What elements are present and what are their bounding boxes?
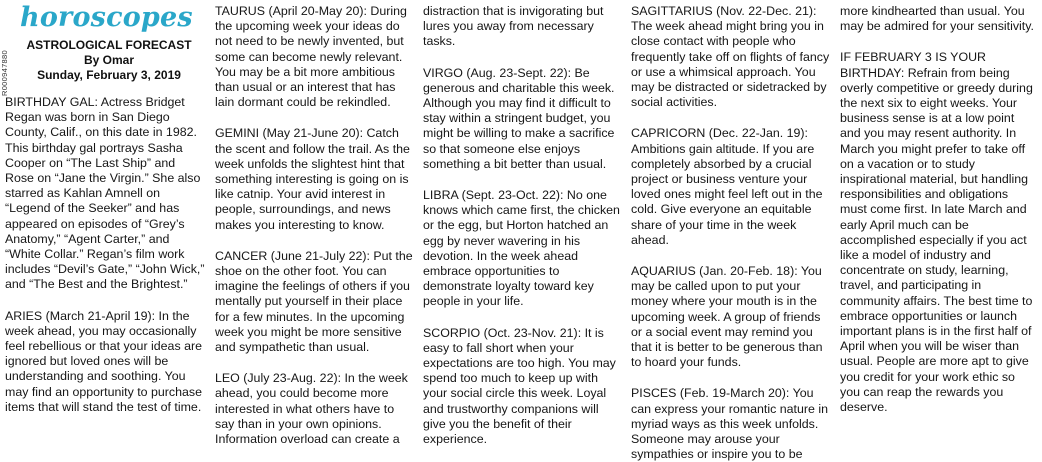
cancer-paragraph: CANCER (June 21-July 22): Put the shoe on the other foot. You can imagine the feelings of others if you mentally put yourself in their place for a few minutes. In the upcoming week you might be more sensitive and sympathetic than usual. bbox=[215, 248, 413, 355]
your-birthday-paragraph: IF FEBRUARY 3 IS YOUR BIRTHDAY: Refrain from being overly competitive or greedy during the next six to eight weeks. Your business sense is at a low point and you may resent authority. In March you might prefer to take off on a vacation or to study inspirational material, but handling responsibilities and obligations must come first. In late March and early April much can be accomplished especially if you act like a model of industry and concentrate on study, learning, travel, and participating in community affairs. The best time to embrace opportunities or launch important plans is in the first half of April when you will be wiser than usual. People are more apt to give you credit for your work ethic so you can reap the rewards you deserve. bbox=[840, 50, 1033, 415]
birthday-paragraph: BIRTHDAY GAL: Actress Bridget Regan was born in San Diego County, Calif., on this date in 1982. This birthday gal portrays Sasha Cooper on “The Last Ship” and Rose on “Jane the Virgin.” She also starred as Kahlan Amnell on “Legend of the Seeker” and has appeared on episodes of “Grey’s Anatomy,” “Agent Carter,” and “White Collar.” Regan’s film work includes “Devil’s Gate,” “John Wick,” and “The Best and the Brightest.” bbox=[5, 95, 205, 292]
issue-date: Sunday, February 3, 2019 bbox=[37, 68, 181, 82]
column-1 bbox=[5, 95, 205, 425]
aquarius-paragraph: AQUARIUS (Jan. 20-Feb. 18): You may be called upon to put your money where your mouth is in the upcoming week. A group of friends or a social event may remind you that it is better to be generous than to hoard your funds. bbox=[631, 264, 823, 370]
sagittarius-paragraph: SAGITTARIUS (Nov. 22-Dec. 21): The week ahead might bring you in close contact with people who frequently take off on flights of fancy or use a whimsical approach. You may be distracted or sidetracked by social activities. bbox=[631, 4, 830, 110]
taurus-paragraph: TAURUS (April 20-May 20): During the upcoming week your ideas do not need to be newly invented, but some can become newly relevant. You may be a bit more ambitious than usual or an interest that has lain dormant could be rekindled. bbox=[215, 4, 407, 110]
column-2 bbox=[215, 4, 413, 447]
pisces-paragraph: PISCES (Feb. 19-March 20): You can express your romantic nature in myriad ways as this week unfolds. Someone may arouse your sympathies or inspire you to be bbox=[631, 386, 828, 462]
side-code: R000947880 bbox=[0, 50, 9, 96]
capricorn-paragraph: CAPRICORN (Dec. 22-Jan. 19): Ambitions gain altitude. If you are completely absorbed by a crucial project or business venture your loved ones might feel left out in the cold. Give everyone an equitable share of your time in the week ahead. bbox=[631, 126, 823, 247]
gemini-paragraph: GEMINI (May 21-June 20): Catch the scent and follow the trail. As the week unfolds the slightest hint that something interesting is going on is like catnip. Your avid interest in people, surroundings, and news makes you interesting to know. bbox=[215, 126, 410, 232]
virgo-paragraph: VIRGO (Aug. 23-Sept. 22): Be generous and charitable this week. Although you may find it difficult to stay within a stringent budget, you might be willing to make a sacrifice so that someone else enjoys something a bit better than usual. bbox=[423, 65, 615, 171]
libra-paragraph: LIBRA (Sept. 23-Oct. 22): No one knows which came first, the chicken or the egg, but Horton hatched an egg by never wavering in his devotion. In the week ahead embrace opportunities to demonstrate loyalty toward key people in your life. bbox=[423, 188, 620, 309]
scorpio-paragraph: SCORPIO (Oct. 23-Nov. 21): It is easy to fall short when your expectations are too high. You may spend too much to keep up with your social circle this week. Loyal and trustworthy companions will give you the benefit of their experience. bbox=[423, 325, 616, 447]
column-3 bbox=[423, 4, 621, 447]
leo-paragraph: LEO (July 23-Aug. 22): In the week ahead, you could become more interested in what others have to say than in your own opinions. Information overload can create a bbox=[215, 371, 408, 447]
forecast-title: ASTROLOGICAL FORECAST bbox=[26, 38, 192, 52]
horoscopes-logo: horoscopes bbox=[20, 2, 193, 33]
column-5 bbox=[840, 4, 1038, 428]
masthead bbox=[14, 2, 204, 83]
column-4 bbox=[631, 4, 831, 462]
pisces-continued-paragraph: more kindhearted than usual. You may be admired for your sensitivity. bbox=[840, 4, 1034, 34]
byline: By Omar bbox=[83, 53, 135, 67]
leo-continued-paragraph: distraction that is invigorating but lures you away from necessary tasks. bbox=[423, 4, 604, 49]
aries-paragraph: ARIES (March 21-April 19): In the week ahead, you may occasionally feel rebellious or that your ideas are ignored but loved ones will be understanding and soothing. You may find an opportunity to purchase items that will stand the test of time. bbox=[5, 308, 202, 414]
